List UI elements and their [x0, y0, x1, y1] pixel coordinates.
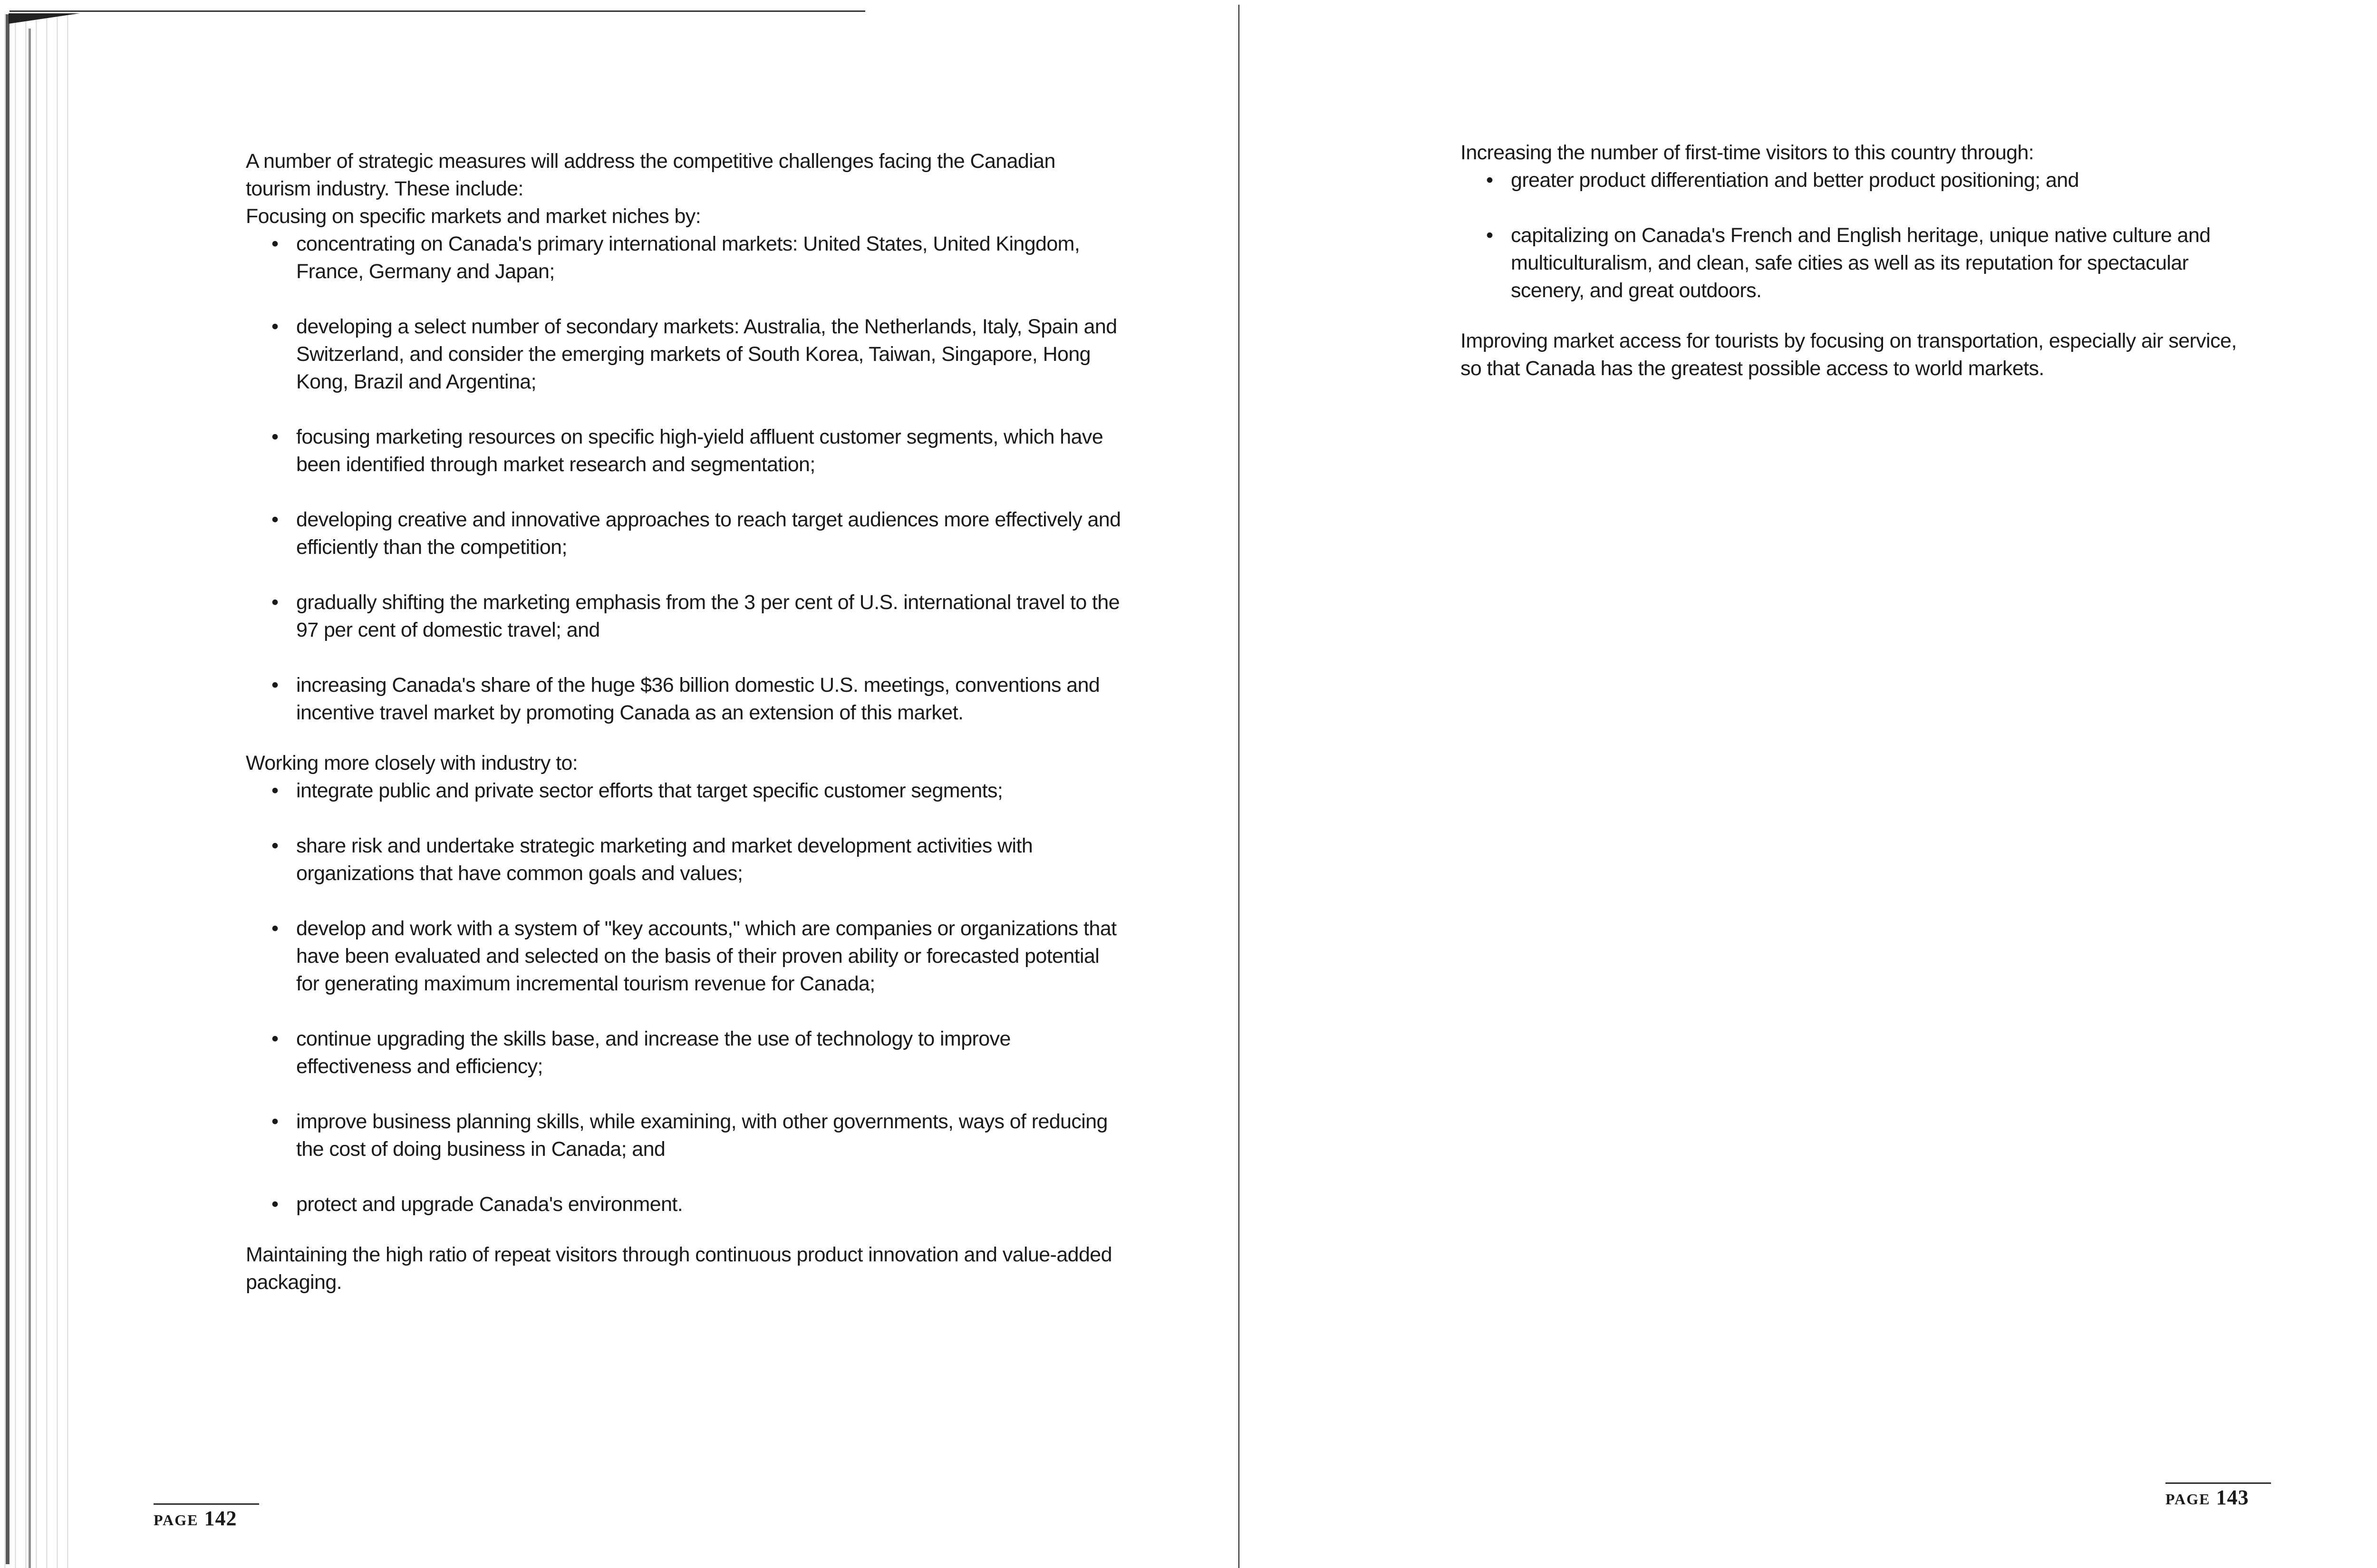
list-item-text: developing a select number of secondary markets: Australia, the Netherlands, Italy, Spain and Switzerland, and consider the emerging markets of South Korea, Taiwan, Singapore, Hong Kong, Brazil and Argentina;	[296, 315, 1117, 393]
top-edge-line	[10, 10, 865, 12]
list-item-text: focusing marketing resources on specific high-yield affluent customer segments, which have been identified through market research and segmentation;	[296, 426, 1103, 476]
list-item	[271, 506, 1125, 561]
list-item-text: capitalizing on Canada's French and English heritage, unique native culture and multiculturalism, and clean, safe cities as well as its reputation for spectacular scenery, and great outdoors.	[1511, 224, 2211, 302]
list-item	[271, 313, 1125, 396]
list-item	[1486, 222, 2250, 304]
list-item-text: share risk and undertake strategic marketing and market development activities with organizations that have common goals and values;	[296, 834, 1033, 885]
bullet-icon: •	[271, 917, 279, 940]
bullet-icon: •	[271, 508, 279, 531]
list-item	[271, 230, 1125, 285]
bullet-icon: •	[271, 674, 279, 697]
section2-heading: Working more closely with industry to:	[246, 752, 578, 774]
list-item	[271, 832, 1125, 887]
bullet-icon: •	[1486, 169, 1493, 192]
list-item	[271, 671, 1125, 726]
bullet-icon: •	[1486, 224, 1493, 247]
list-item-text: continue upgrading the skills base, and increase the use of technology to improve effectiveness and efficiency;	[296, 1027, 1011, 1078]
right-page	[1239, 0, 2377, 1568]
list-item	[271, 423, 1125, 478]
section1-heading: Focusing on specific markets and market niches by:	[246, 205, 701, 228]
list-item-text: improve business planning skills, while examining, with other governments, ways of reducing the cost of doing business in Canada; and	[296, 1110, 1108, 1161]
list-item	[271, 1191, 1125, 1218]
right-list	[1486, 166, 2250, 304]
left-closing-paragraph: Maintaining the high ratio of repeat visitors through continuous product innovation and value-added packaging.	[246, 1243, 1112, 1294]
binding-edge-inner	[29, 29, 31, 1568]
binding-edge	[6, 14, 10, 1564]
list-item-text: protect and upgrade Canada's environment.	[296, 1193, 683, 1216]
section1-list	[271, 230, 1125, 726]
right-closing-paragraph: Improving market access for tourists by focusing on transportation, especially air service, so that Canada has the greatest possible access to world markets.	[1460, 329, 2237, 380]
bullet-icon: •	[271, 591, 279, 614]
list-item-text: increasing Canada's share of the huge $36 billion domestic U.S. meetings, conventions and incentive travel market by promoting Canada as an extension of this market.	[296, 674, 1100, 724]
left-page-body	[246, 147, 1125, 1296]
list-item-text: concentrating on Canada's primary international markets: United States, United Kingdom, France, Germany and Japan;	[296, 232, 1080, 283]
bullet-icon: •	[271, 426, 279, 448]
list-item	[271, 777, 1125, 804]
list-item	[271, 915, 1125, 997]
right-intro-paragraph: Increasing the number of first-time visitors to this country through:	[1460, 141, 2034, 164]
bullet-icon: •	[271, 232, 279, 255]
page-number-left	[154, 1506, 237, 1530]
right-page-body	[1460, 139, 2250, 382]
list-item	[271, 1025, 1125, 1080]
list-item	[271, 1108, 1125, 1163]
page-number-rule	[2165, 1482, 2271, 1484]
bullet-icon: •	[271, 779, 279, 802]
page-number-right	[2165, 1485, 2249, 1510]
bullet-icon: •	[271, 834, 279, 857]
bullet-icon: •	[271, 1027, 279, 1050]
list-item-text: integrate public and private sector efforts that target specific customer segments;	[296, 779, 1003, 802]
page-number: 142	[204, 1507, 237, 1530]
bullet-icon: •	[271, 315, 279, 338]
page-label: PAGE	[154, 1511, 199, 1529]
bullet-icon: •	[271, 1110, 279, 1133]
list-item	[1486, 166, 2250, 194]
page-number-rule	[154, 1503, 259, 1505]
list-item-text: develop and work with a system of "key accounts," which are companies or organizations that have been evaluated and selected on the basis of their proven ability or forecasted potential for generating maximum incremental tourism revenue for Canada;	[296, 917, 1117, 995]
page-label: PAGE	[2165, 1491, 2211, 1508]
binding-shadow	[0, 14, 71, 1568]
list-item	[271, 589, 1125, 644]
left-intro-paragraph: A number of strategic measures will address the competitive challenges facing the Canadian tourism industry. These include:	[246, 150, 1055, 200]
list-item-text: greater product differentiation and better product positioning; and	[1511, 169, 2079, 192]
section2-list	[271, 777, 1125, 1218]
list-item-text: developing creative and innovative approaches to reach target audiences more effectively and efficiently than the competition;	[296, 508, 1121, 559]
bullet-icon: •	[271, 1193, 279, 1216]
page-number: 143	[2216, 1486, 2249, 1509]
corner-shadow	[9, 13, 80, 24]
list-item-text: gradually shifting the marketing emphasis from the 3 per cent of U.S. international travel to the 97 per cent of domestic travel; and	[296, 591, 1120, 641]
